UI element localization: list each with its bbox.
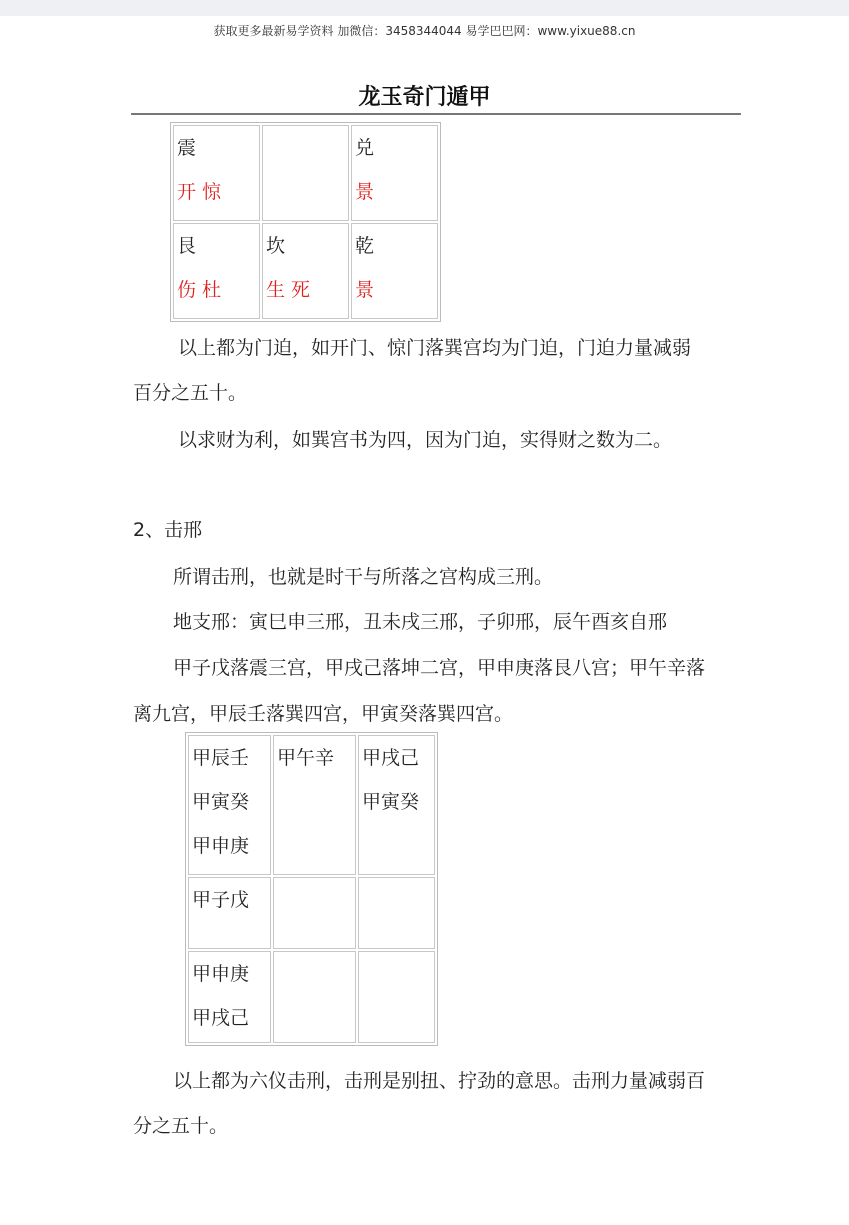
stem-cell-r3c2 bbox=[273, 951, 356, 1043]
stem-cell-r1c1 bbox=[188, 735, 271, 875]
paragraph-5-line-2: 离九宫，甲辰壬落巽四宫，甲寅癸落巽四宫。 bbox=[133, 703, 514, 725]
stem-text: 甲戌己 bbox=[362, 747, 420, 769]
stem-text: 甲寅癸 bbox=[192, 791, 250, 813]
cell-gen bbox=[173, 223, 260, 319]
cell-kan-gates: 生 死 bbox=[266, 279, 311, 301]
paragraph-6-line-2: 分之五十。 bbox=[133, 1115, 229, 1137]
stem-text: 甲子戊 bbox=[192, 889, 250, 911]
stem-cell-r3c1 bbox=[188, 951, 271, 1043]
paragraph-5-line-1: 甲子戊落震三宫，甲戌己落坤二宫，甲申庚落艮八宫；甲午辛落 bbox=[173, 657, 706, 679]
stem-cell-r2c3 bbox=[358, 877, 435, 949]
title-divider bbox=[131, 113, 741, 115]
stem-palace-table bbox=[185, 732, 438, 1046]
stem-text: 甲寅癸 bbox=[362, 791, 420, 813]
page-title: 龙玉奇门遁甲 bbox=[358, 85, 491, 110]
stem-text: 甲申庚 bbox=[192, 963, 250, 985]
cell-qian bbox=[351, 223, 438, 319]
cell-gen-palace: 艮 bbox=[177, 235, 197, 257]
cell-qian-gates: 景 bbox=[355, 279, 375, 301]
page-header-text: 获取更多最新易学资料 加微信：3458344044 易学巴巴网：www.yixue88.cn bbox=[213, 24, 636, 38]
stem-text: 甲午辛 bbox=[277, 747, 335, 769]
stem-cell-r3c3 bbox=[358, 951, 435, 1043]
cell-dui-gates: 景 bbox=[355, 181, 375, 203]
cell-zhen-gates: 开 惊 bbox=[177, 181, 222, 203]
cell-kan bbox=[262, 223, 349, 319]
paragraph-1-line-1: 以上都为门迫，如开门、惊门落巽宫均为门迫，门迫力量减弱 bbox=[178, 337, 692, 359]
stem-text: 甲辰壬 bbox=[192, 747, 250, 769]
paragraph-1-line-2: 百分之五十。 bbox=[133, 382, 248, 404]
paragraph-4: 地支邢：寅巳申三邢，丑未戌三邢，子卯邢，辰午酉亥自邢 bbox=[173, 611, 668, 633]
stem-text: 甲戌己 bbox=[192, 1007, 250, 1029]
cell-zhen bbox=[173, 125, 260, 221]
cell-qian-palace: 乾 bbox=[355, 235, 375, 257]
stem-text: 甲申庚 bbox=[192, 835, 250, 857]
cell-kan-palace: 坎 bbox=[266, 235, 286, 257]
stem-cell-r1c3 bbox=[358, 735, 435, 875]
cell-dui-palace: 兑 bbox=[355, 137, 375, 159]
paragraph-3: 所谓击刑，也就是时干与所落之宫构成三刑。 bbox=[173, 566, 554, 588]
cell-zhen-palace: 震 bbox=[177, 137, 197, 159]
stem-cell-r1c2 bbox=[273, 735, 356, 875]
viewer-top-bar bbox=[0, 0, 849, 16]
stem-cell-r2c2 bbox=[273, 877, 356, 949]
stem-cell-r2c1 bbox=[188, 877, 271, 949]
cell-empty bbox=[262, 125, 349, 221]
paragraph-2: 以求财为利，如巽宫书为四，因为门迫，实得财之数为二。 bbox=[178, 429, 673, 451]
cell-dui bbox=[351, 125, 438, 221]
cell-gen-gates: 伤 杜 bbox=[177, 279, 222, 301]
paragraph-6-line-1: 以上都为六仪击刑，击刑是别扭、拧劲的意思。击刑力量减弱百 bbox=[173, 1070, 706, 1092]
palace-gate-table bbox=[170, 122, 441, 322]
section-heading: 2、击邢 bbox=[133, 519, 203, 541]
